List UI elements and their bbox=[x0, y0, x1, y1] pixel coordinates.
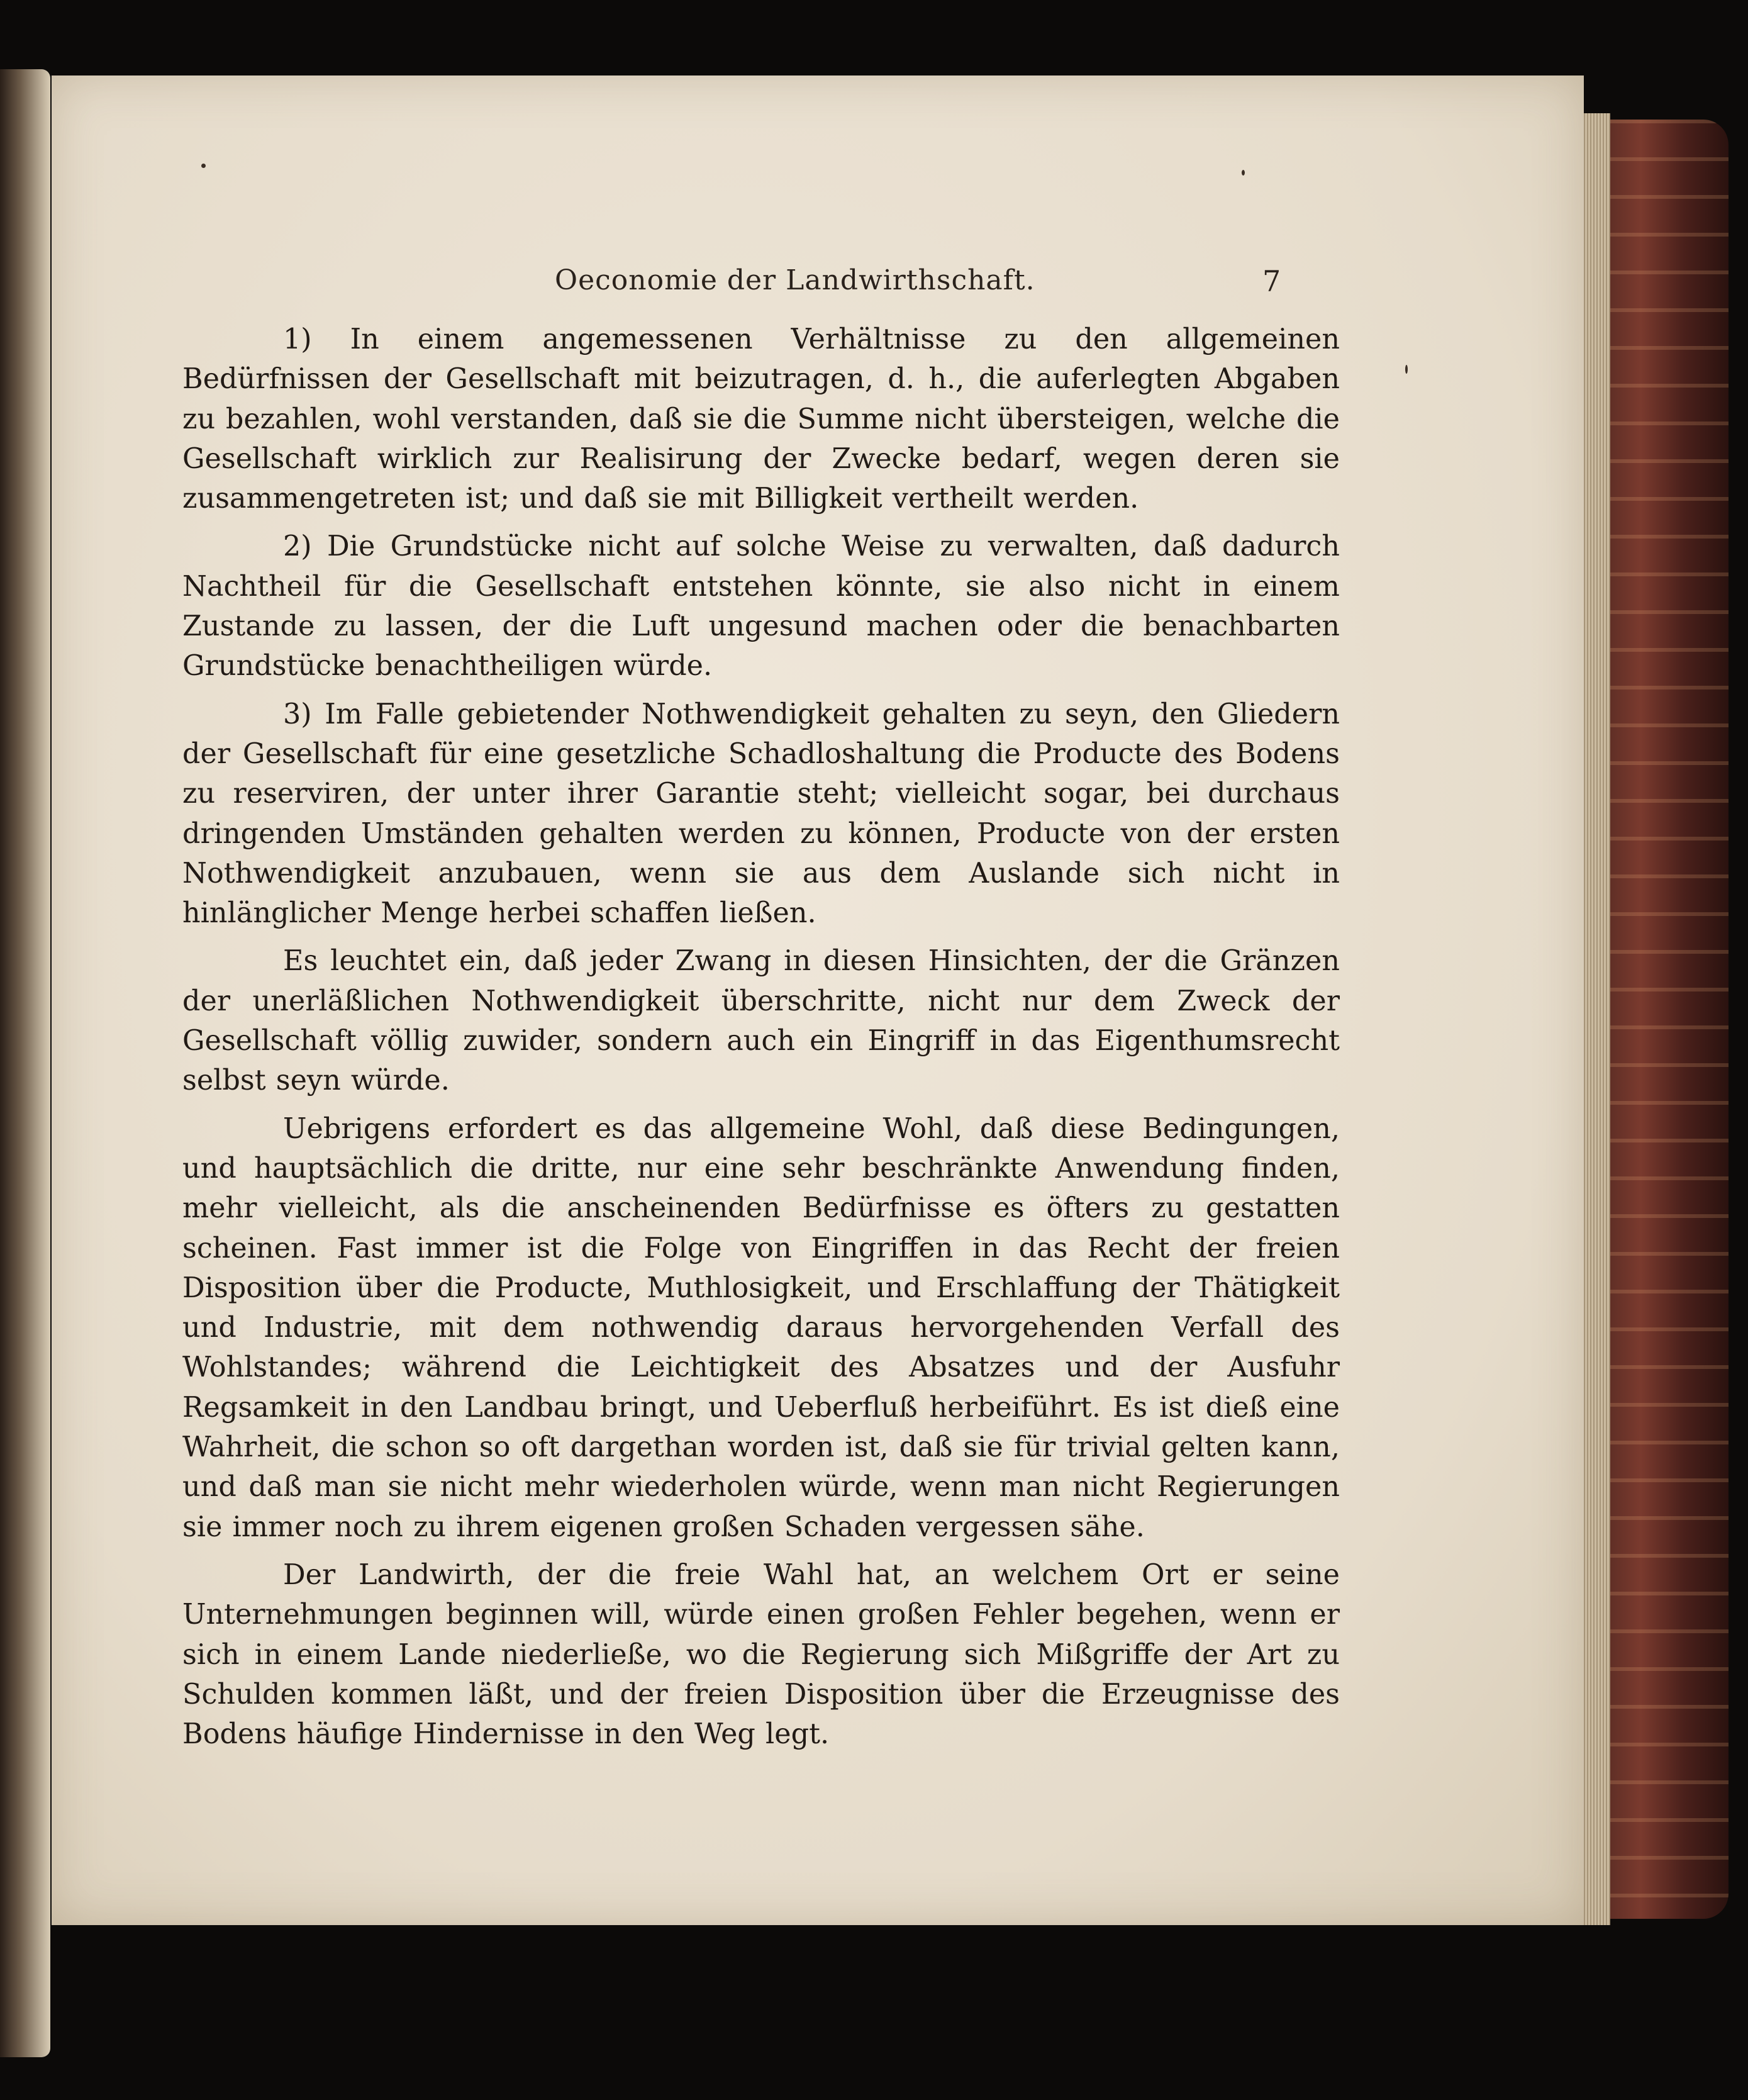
paragraph-6: Der Landwirth, der die freie Wahl hat, an welchem Ort er seine Unternehmungen beginnen will, würde einen großen Fehler begehen, wenn er sich in einem Lande niederließe, wo die Regierung sich Mißgriffe der Art zu Schulden kommen läßt, und der freien Disposition über die Erzeugnisse des Bodens häufige Hindernisse in den Weg legt. bbox=[182, 1558, 1340, 1751]
running-title: Oeconomie der Landwirthschaft. bbox=[555, 264, 1035, 296]
paper-speck bbox=[201, 164, 206, 168]
book-binding bbox=[1603, 120, 1729, 1919]
paragraph-5: Uebrigens erfordert es das allgemeine Wohl, daß diese Bedingungen, und hauptsächlich die dritte, nur eine sehr beschränkte Anwendung finden, mehr vielleicht, als die anscheinenden Bedürfnisse es öfters zu gestatten scheinen. Fast immer ist die Folge von Eingriffen in das Recht der freien Disposition über die Producte, Muthlosigkeit, und Erschlaffung der Thätigkeit und Industrie, mit dem nothwendig daraus hervorgehenden Verfall des Wohlstandes; während die Leichtigkeit des Absatzes und der Ausfuhr Regsamkeit in den Landbau bringt, und Ueberfluß herbeiführt. Es ist dieß eine Wahrheit, die schon so oft dargethan worden ist, daß sie für trivial gelten kann, und daß man sie nicht mehr wiederholen würde, wenn man nicht Regierungen sie immer noch zu ihrem eigenen großen Schaden vergessen sähe. bbox=[182, 1112, 1340, 1543]
paragraph-4: Es leuchtet ein, daß jeder Zwang in diesen Hinsichten, der die Gränzen der unerläßlichen Nothwendigkeit überschritte, nicht nur dem Zweck der Gesellschaft völlig zuwider, sondern auch ein Eingriff in das Eigenthumsrecht selbst seyn würde. bbox=[182, 945, 1340, 1097]
page-number: 7 bbox=[1262, 264, 1281, 298]
paper-speck bbox=[1242, 170, 1245, 176]
running-head bbox=[52, 264, 1584, 308]
paragraph-2: 2) Die Grundstücke nicht auf solche Weise zu verwalten, daß dadurch Nachtheil für die Gesellschaft entstehen könnte, sie also nicht in einem Zustande zu lassen, der die Luft ungesund machen oder die benachbarten Grundstücke benachtheiligen würde. bbox=[182, 530, 1340, 683]
paper-speck bbox=[1405, 365, 1408, 374]
left-page-edge bbox=[0, 69, 50, 2057]
body-text bbox=[182, 320, 1340, 1754]
book-page bbox=[52, 75, 1584, 1925]
paragraph-1: 1) In einem angemessenen Verhältnisse zu den allgemeinen Bedürfnissen der Gesellschaft mit beizutragen, d. h., die auferlegten Abgaben zu bezahlen, wohl verstanden, daß sie die Summe nicht übersteigen, welche die Gesellschaft wirklich zur Realisirung der Zwecke bedarf, wegen deren sie zusammengetreten ist; und daß sie mit Billigkeit vertheilt werden. bbox=[182, 323, 1340, 515]
paragraph-3: 3) Im Falle gebietender Nothwendigkeit gehalten zu seyn, den Gliedern der Gesellschaft für eine gesetzliche Schadloshaltung die Producte des Bodens zu reserviren, der unter ihrer Garantie steht; vielleicht sogar, bei durchaus dringenden Umständen gehalten werden zu können, Producte von der ersten Nothwendigkeit anzubauen, wenn sie aus dem Auslande sich nicht in hinlänglicher Menge herbei schaffen ließen. bbox=[182, 698, 1340, 930]
